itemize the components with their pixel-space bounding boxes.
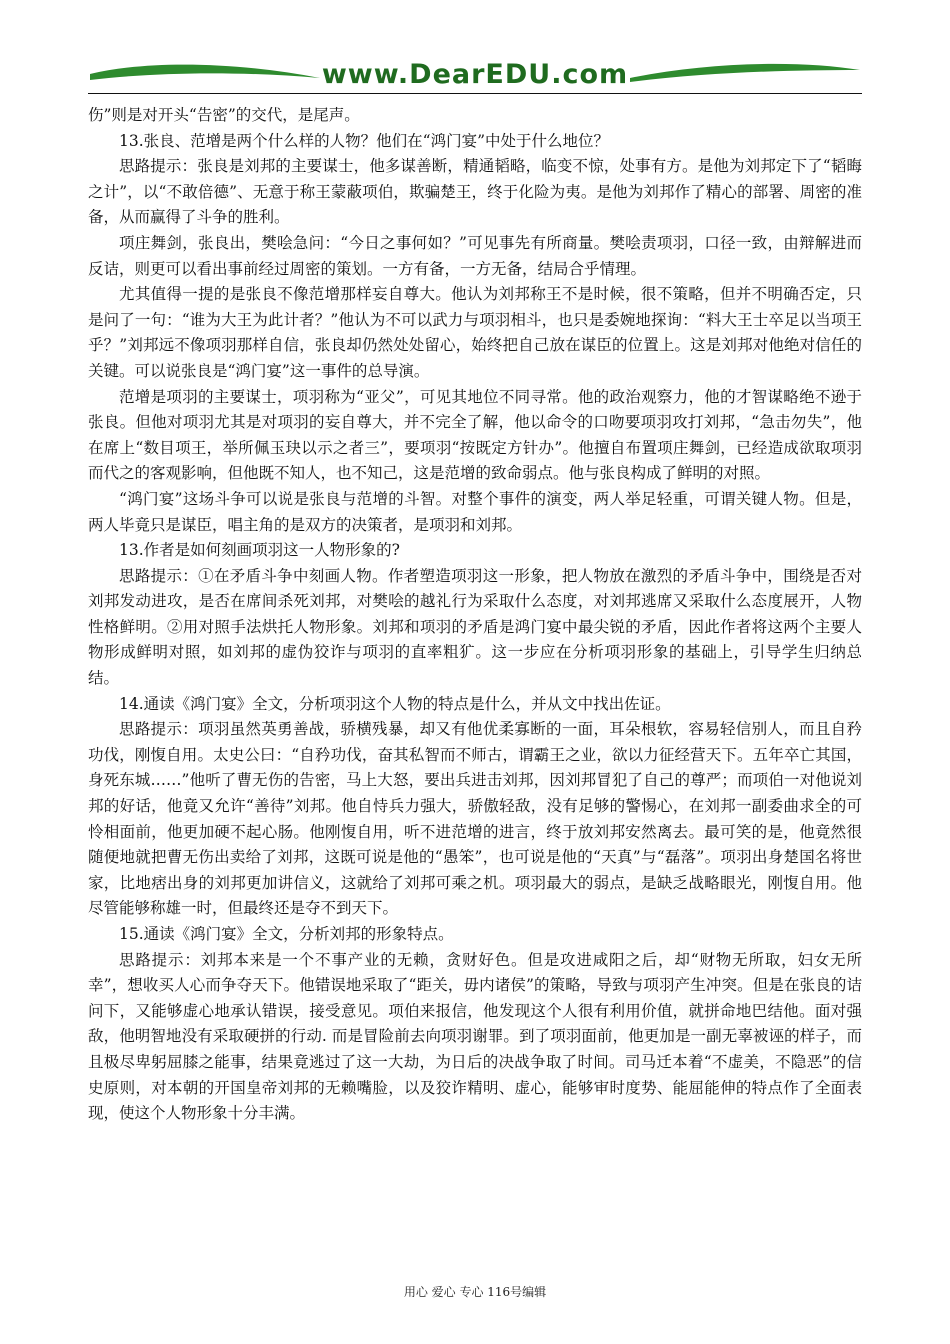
paragraph: 思路提示：①在矛盾斗争中刻画人物。作者塑造项羽这一形象，把人物放在激烈的矛盾斗争中，围绕是否对刘邦发动进攻，是否在席间杀死刘邦，对樊哙的越礼行为采取什么态度，对刘邦逃席又采取什么态度展开，人物性格鲜明。②用对照手法烘托人物形象。刘邦和项羽的矛盾是鸿门宴中最尖锐的矛盾，因此作者将这两个主要人物形成鲜明对照，如刘邦的虚伪狡诈与项羽的直率粗犷。这一步应在分析项羽形象的基础上，引导学生归纳总结。: [88, 566, 862, 688]
paragraph: 范增是项羽的主要谋士，项羽称为“亚父”，可见其地位不同寻常。他的政治观察力，他的才智谋略绝不逊于张良。但他对项羽尤其是对项羽的妄自尊大，并不完全了解，他以命令的口吻要项羽攻打刘邦，“急击勿失”，他在席上“数目项王，举所佩玉玦以示之者三”，要项羽“按既定方针办”。他擅自布置项庄舞剑，已经造成欲取项羽而代之的客观影响，但他既不知人，也不知己，这是范增的致命弱点。他与张良构成了鲜明的对照。: [88, 387, 862, 483]
site-logo-text: www.DearEDU.com: [321, 59, 629, 90]
question-heading: 13.作者是如何刻画项羽这一人物形象的?: [119, 541, 400, 560]
paragraph: 思路提示：张良是刘邦的主要谋士，他多谋善断，精通韬略，临变不惊，处事有方。是他为刘邦定下了“韬晦之计”，以“不敢倍德”、无意于称王蒙蔽项伯，欺骗楚王，终于化险为夷。是他为刘邦作了精心的部署、周密的准备，从而赢得了斗争的胜利。: [88, 157, 862, 227]
paragraph: 思路提示：刘邦本来是一个不事产业的无赖，贪财好色。但是攻进咸阳之后，却“财物无所取，妇女无所幸”，想收买人心而争夺天下。他错误地采取了“距关，毋内诸侯”的策略，导致与项羽产生冲突。但是在张良的诘问下，又能够虚心地承认错误，接受意见。项伯来报信，他发现这个人很有利用价值，就拼命地巴结他。面对强敌，他明智地没有采取硬拼的行动. 而是冒险前去向项羽谢罪。到了项羽面前，他更加是一副无辜被诬的样子，而且极尽卑躬屈膝之能事，结果竟逃过了这一大劫，为日后的决战争取了时间。司马迁本着“不虚美，不隐恶”的信史原则，对本朝的开国皇帝刘邦的无赖嘴脸，以及狡诈精明、虚心，能够审时度势、能屈能伸的特点作了全面表现，使这个人物形象十分丰满。: [88, 950, 862, 1123]
paragraph: 思路提示：项羽虽然英勇善战，骄横残暴，却又有他优柔寡断的一面，耳朵根软，容易轻信别人，而且自矜功伐，刚愎自用。太史公曰：“自矜功伐，奋其私智而不师古，谓霸王之业，欲以力征经营天下。五年卒亡其国，身死东城……”他听了曹无伤的告密，马上大怒，要出兵进击刘邦，因刘邦冒犯了自己的尊严；而项伯一对他说刘邦的好话，他竟又允许“善待”刘邦。他自恃兵力强大，骄傲轻敌，没有足够的警惕心，在刘邦一副委曲求全的可怜相面前，他更加硬不起心肠。他刚愎自用，听不进范增的进言，终于放刘邦安然离去。最可笑的是，他竟然很随便地就把曹无伤出卖给了刘邦，这既可说是他的“愚笨”，也可说是他的“天真”与“磊落”。项羽出身楚国名将世家，比地痞出身的刘邦更加讲信义，这就给了刘邦可乘之机。项羽最大的弱点，是缺乏战略眼光，刚愎自用。他尽管能够称雄一时，但最终还是夺不到天下。: [88, 720, 862, 918]
question-heading: 13.张良、范增是两个什么样的人物？他们在“鸿门宴”中处于什么地位？: [119, 131, 610, 150]
paragraph: “鸿门宴”这场斗争可以说是张良与范增的斗智。对整个事件的演变，两人举足轻重，可谓关键人物。但是，两人毕竟只是谋臣，唱主角的是双方的决策者，是项羽和刘邦。: [88, 489, 862, 534]
document-body: [88, 103, 862, 1127]
question-heading: 15.通读《鸿门宴》全文，分析刘邦的形象特点。: [119, 925, 454, 943]
paragraph: 尤其值得一提的是张良不像范增那样妄自尊大。他认为刘邦称王不是时候，很不策略，但并不明确否定，只是问了一句：“谁为大王为此计者？”他认为不可以武力与项羽相斗，也只是委婉地探询：“料大王士卒足以当项王乎？”刘邦远不像项羽那样自信，张良却仍然处处留心，始终把自己放在谋臣的位置上。这是刘邦对他绝对信任的关键。可以说张良是“鸿门宴”这一事件的总导演。: [88, 285, 862, 380]
paragraph: 项庄舞剑，张良出，樊哙急问：“今日之事何如？”可见事先有所商量。樊哙责项羽，口径一致，由辩解进而反诘，则更可以看出事前经过周密的策划。一方有备，一方无备，结局合乎情理。: [88, 233, 862, 278]
header-divider: [88, 93, 862, 94]
site-header: [88, 56, 862, 96]
question-heading: 14.通读《鸿门宴》全文，分析项羽这个人物的特点是什么，并从文中找出佐证。: [119, 694, 671, 713]
paragraph: 伤”则是对开头“告密”的交代，是尾声。: [88, 106, 360, 124]
page-footer: 用心 爱心 专心 116号编辑: [403, 1285, 547, 1299]
